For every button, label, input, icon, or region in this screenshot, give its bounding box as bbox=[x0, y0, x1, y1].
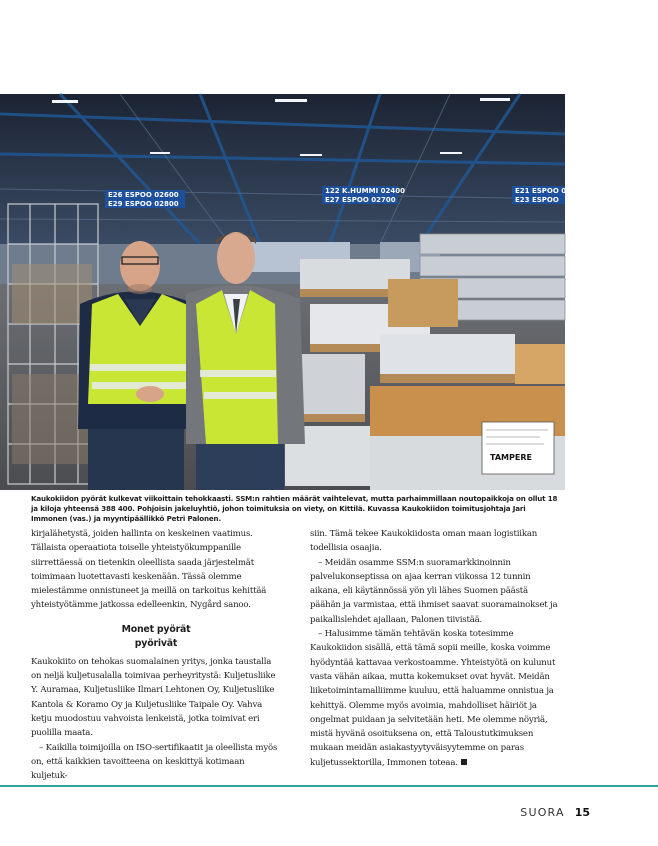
dock-sign-text: E29 ESPOO 02800 bbox=[108, 200, 179, 208]
paragraph: – Meidän osamme SSM:n suoramarkkinoinnin palvelukonseptissa on ajaa kerran viikossa 12 tunnin aikana, eli käytännössä yön yli lähes Suomen päästä päähän ja varmistaa, että ihmiset saavat suoramainokset ja paikallislehdet ajallaan, Palonen tiivistää. bbox=[310, 557, 558, 625]
subheading-line: Monet pyörät bbox=[121, 623, 191, 635]
paragraph: – Kaikilla toimijoilla on ISO-sertifikaatit ja oleellista myös on, että kaikkien tavoitteena on keskittyä kotimaan kuljetuk- bbox=[31, 742, 278, 782]
dock-sign-text: 122 K.HUMMI 02400 bbox=[325, 187, 406, 195]
footer-rule bbox=[0, 785, 658, 787]
article-photo bbox=[0, 94, 586, 490]
photo-caption: Kaukokiidon pyörät kulkevat viikoittain tehokkaasti. SSM:n rahtien määrät vaihtelevat, mutta parhaimmillaan noutopaikkoja on ollut 18 ja kiloja yhteensä 388 400. Pohjoisin jakeluyhtiö, johon toimituksia on viety, on Kittilä. Kuvassa Kaukokiidon toimitusjohtaja Jari Immonen (vas.) ja myyntipäällikkö Petri Palonen. bbox=[31, 494, 558, 523]
article-column-left bbox=[31, 527, 281, 783]
magazine-name: SUORA bbox=[520, 806, 565, 819]
end-of-article-mark bbox=[461, 759, 467, 765]
section-subheading bbox=[31, 623, 281, 651]
pallet-label-text: TAMPERE bbox=[490, 453, 532, 462]
dock-sign-text: E26 ESPOO 02600 bbox=[108, 191, 179, 199]
paragraph: Kaukokiito on tehokas suomalainen yritys, jonka taustalla on neljä kuljetusalalla toimivaa perheyritystä: Kuljetusliike Y. Auramaa, Kuljetusliike Ilmari Lehtonen Oy, Kuljetusliike Kantola & Koramo Oy ja Kuljetusliike Taipale Oy. Vahva ketju muodostuu vahvoista lenkeistä, jotka toimivat eri puolilla maata. bbox=[31, 656, 276, 739]
subheading-line: pyörivät bbox=[134, 637, 178, 649]
page-footer bbox=[520, 806, 590, 819]
paragraph-final bbox=[310, 627, 560, 770]
dock-sign-text: E23 ESPOO bbox=[515, 196, 559, 204]
page-number: 15 bbox=[574, 806, 590, 819]
article-column-right bbox=[310, 527, 560, 770]
paragraph: siin. Tämä tekee Kaukokiidosta oman maan logistiikan todellisia osaajia. bbox=[310, 529, 538, 554]
dock-sign-text: E21 ESPOO 02100 bbox=[515, 187, 586, 195]
paragraph-text: – Halusimme tämän tehtävän koska totesimme Kaukokiidon sisällä, että tämä sopii meille, koska voimme hyödyntää kattavaa verkostoamme. Yhteistyötä on kulunut vasta vähän aikaa, mutta kokemukset ovat hyvät. Meidän liiketoimintamalliimme kuuluu, että haluamme onnistua ja kehittyä. Olemme myös avoimia, mahdolliset häiriöt ja ongelmat puidaan ja selvitetään heti. Me olemme nöyriä, mistä hyvänä osoituksena on, että Taloustutkimuksen mukaan meidän asiakastyytyväisyytemme on paras kuljetussektorilla, Immonen toteaa. bbox=[310, 629, 556, 768]
dock-sign-text: E27 ESPOO 02700 bbox=[325, 196, 396, 204]
paragraph: kirjalähetystä, joiden hallinta on keskeinen vaatimus. Tällaista operaatiota toiselle yhteistyökumppanille siirrettäessä on tietenkin oleellista saada järjestelmät toimimaan luotettavasti keskenään. Tässä olemme mielestämme onnistuneet ja meillä on tarkoitus kehittää yhteistyötämme jatkossa edelleenkin, Nygård sanoo. bbox=[31, 529, 267, 611]
